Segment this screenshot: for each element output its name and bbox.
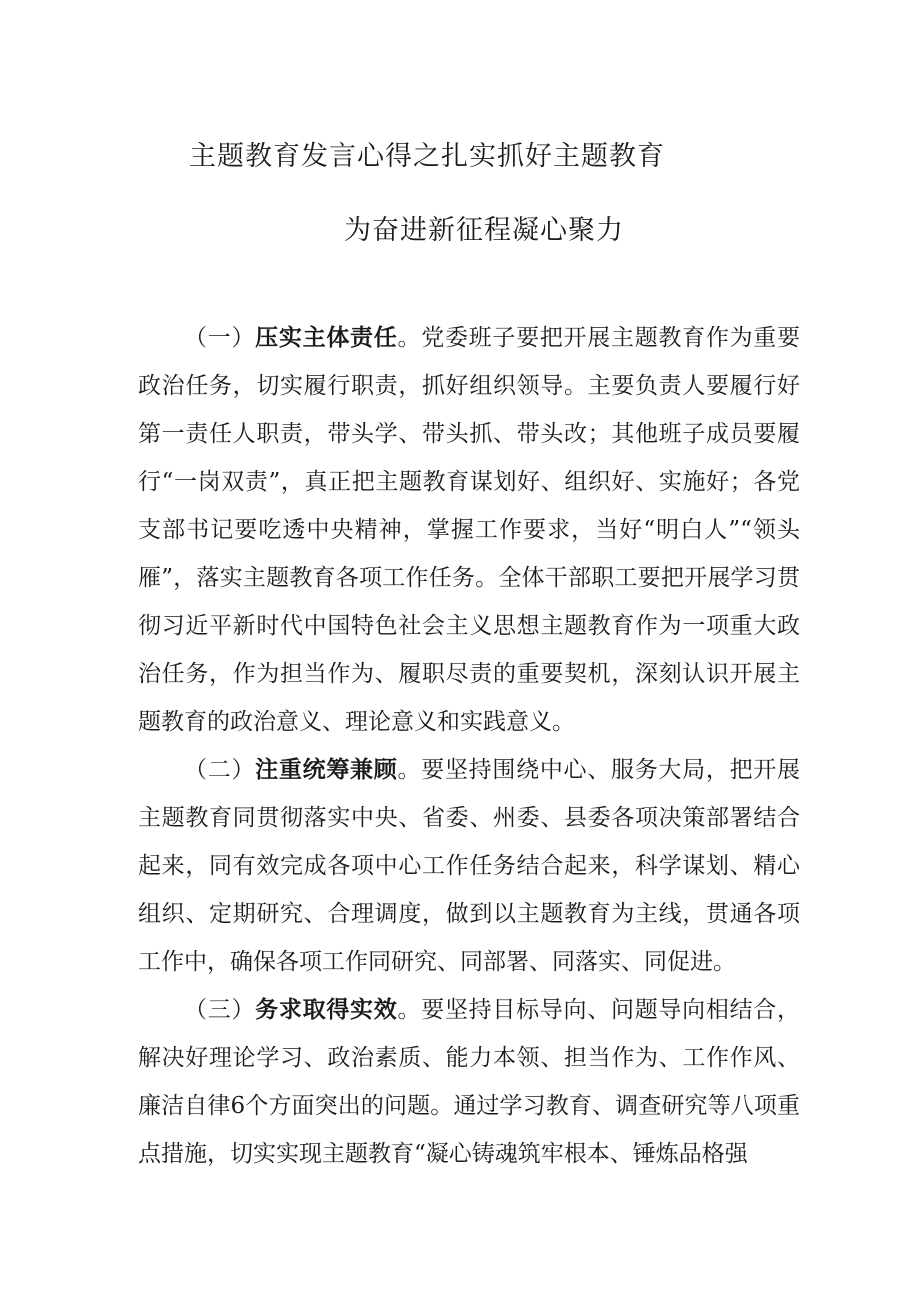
paragraph-section-2 [138, 746, 800, 986]
paragraph-section-1 [138, 314, 800, 746]
section-number: （一） [184, 325, 256, 351]
section-heading: 务求取得实效 [255, 996, 398, 1023]
section-number: （三） [184, 997, 256, 1023]
document-body [138, 314, 800, 1178]
section-heading: 压实主体责任 [255, 324, 398, 351]
document-title-line-2: 为奋进新征程凝心聚力 [344, 215, 624, 246]
paragraph-section-3 [138, 986, 800, 1178]
section-text: 。党委班子要把开展主题教育作为重要政治任务，切实履行职责，抓好组织领导。主要负责人要履行好第一责任人职责，带头学、带头抓、带头改；其他班子成员要履行“一岗双责”，真正把主题教育谋划好、组织好、实施好；各党支部书记要吃透中央精神，掌握工作要求，当好“明白人”“领头雁”，落实主题教育各项工作任务。全体干部职工要把开展学习贯彻习近平新时代中国特色社会主义思想主题教育作为一项重大政治任务，作为担当作为、履职尽责的重要契机，深刻认识开展主题教育的政治意义、理论意义和实践意义。 [138, 325, 801, 735]
section-text: 。要坚持围绕中心、服务大局，把开展主题教育同贯彻落实中央、省委、州委、县委各项决策部署结合起来，同有效完成各项中心工作任务结合起来，科学谋划、精心组织、定期研究、合理调度，做到以主题教育为主线，贯通各项工作中，确保各项工作同研究、同部署、同落实、同促进。 [138, 757, 801, 975]
section-heading: 注重统筹兼顾 [255, 756, 398, 783]
section-text: 。要坚持目标导向、问题导向相结合，解决好理论学习、政治素质、能力本领、担当作为、工作作风、廉洁自律6个方面突出的问题。通过学习教育、调查研究等八项重点措施，切实实现主题教育“凝心铸魂筑牢根本、锤炼品格强 [138, 997, 801, 1167]
section-number: （二） [184, 757, 256, 783]
document-title-line-1: 主题教育发言心得之扎实抓好主题教育 [189, 141, 665, 172]
